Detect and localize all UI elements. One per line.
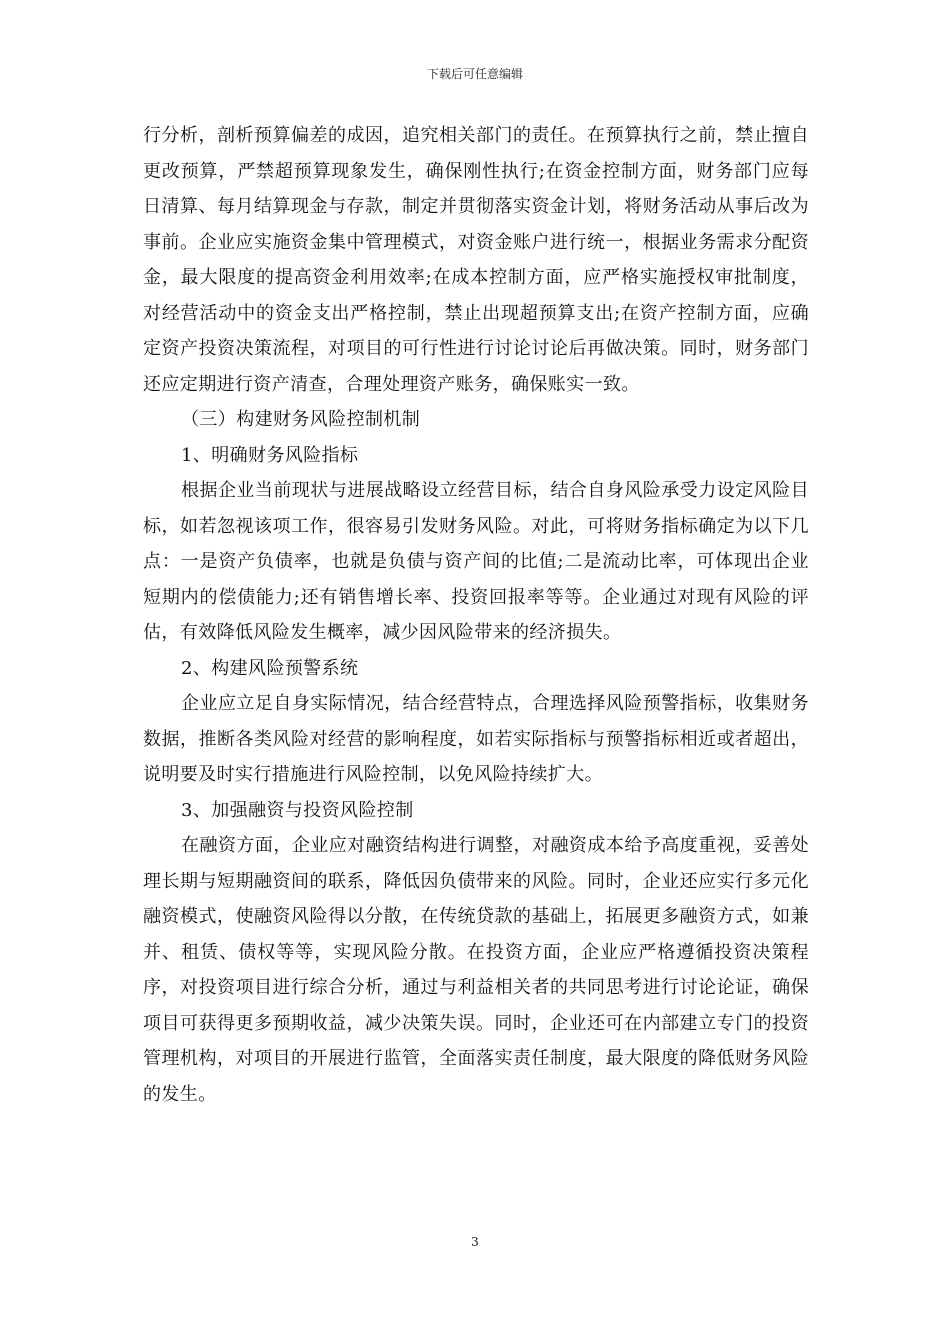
paragraph-risk-indicators: 根据企业当前现状与进展战略设立经营目标，结合自身风险承受力设定风险目标，如若忽视该项工作，很容易引发财务风险。对此，可将财务指标确定为以下几点：一是资产负债率，也就是负债与资产间的比值;二是流动比率，可体现出企业短期内的偿债能力;还有销售增长率、投资回报率等等。企业通过对现有风险的评估，有效降低风险发生概率，减少因风险带来的经济损失。 <box>143 480 809 643</box>
page-header: 下载后可任意编辑 <box>426 67 523 81</box>
paragraph-warning-system: 企业应立足自身实际情况，结合经营特点，合理选择风险预警指标，收集财务数据，推断各类风险对经营的影响程度，如若实际指标与预警指标相近或者超出，说明要及时实行措施进行风险控制，以免风险持续扩大。 <box>143 693 809 785</box>
subheading-risk-indicators: 1、明确财务风险指标 <box>181 444 359 466</box>
paragraph-financing-investment: 在融资方面，企业应对融资结构进行调整，对融资成本给予高度重视，妥善处理长期与短期融资间的联系，降低因负债带来的风险。同时，企业还应实行多元化融资模式，使融资风险得以分散，在传统贷款的基础上，拓展更多融资方式，如兼并、租赁、债权等等，实现风险分散。在投资方面，企业应严格遵循投资决策程序，对投资项目进行综合分析，通过与利益相关者的共同思考进行讨论论证，确保项目可获得更多预期收益，减少决策失误。同时，企业还可在内部建立专门的投资管理机构，对项目的开展进行监管，全面落实责任制度，最大限度的降低财务风险的发生。 <box>143 835 809 1105</box>
section-heading-risk-mechanism: （三）构建财务风险控制机制 <box>181 409 421 430</box>
subheading-financing-investment: 3、加强融资与投资风险控制 <box>181 799 414 821</box>
page-number: 3 <box>471 1235 479 1249</box>
document-body <box>143 118 809 1112</box>
paragraph-budget-control: 行分析，剖析预算偏差的成因，追究相关部门的责任。在预算执行之前，禁止擅自更改预算，严禁超预算现象发生，确保刚性执行;在资金控制方面，财务部门应每日清算、每月结算现金与存款，制定并贯彻落实资金计划，将财务活动从事后改为事前。企业应实施资金集中管理模式，对资金账户进行统一，根据业务需求分配资金，最大限度的提高资金利用效率;在成本控制方面，应严格实施授权审批制度，对经营活动中的资金支出严格控制，禁止出现超预算支出;在资产控制方面，应确定资产投资决策流程，对项目的可行性进行讨论讨论后再做决策。同时，财务部门还应定期进行资产清查，合理处理资产账务，确保账实一致。 <box>143 125 809 395</box>
subheading-warning-system: 2、构建风险预警系统 <box>181 657 359 679</box>
